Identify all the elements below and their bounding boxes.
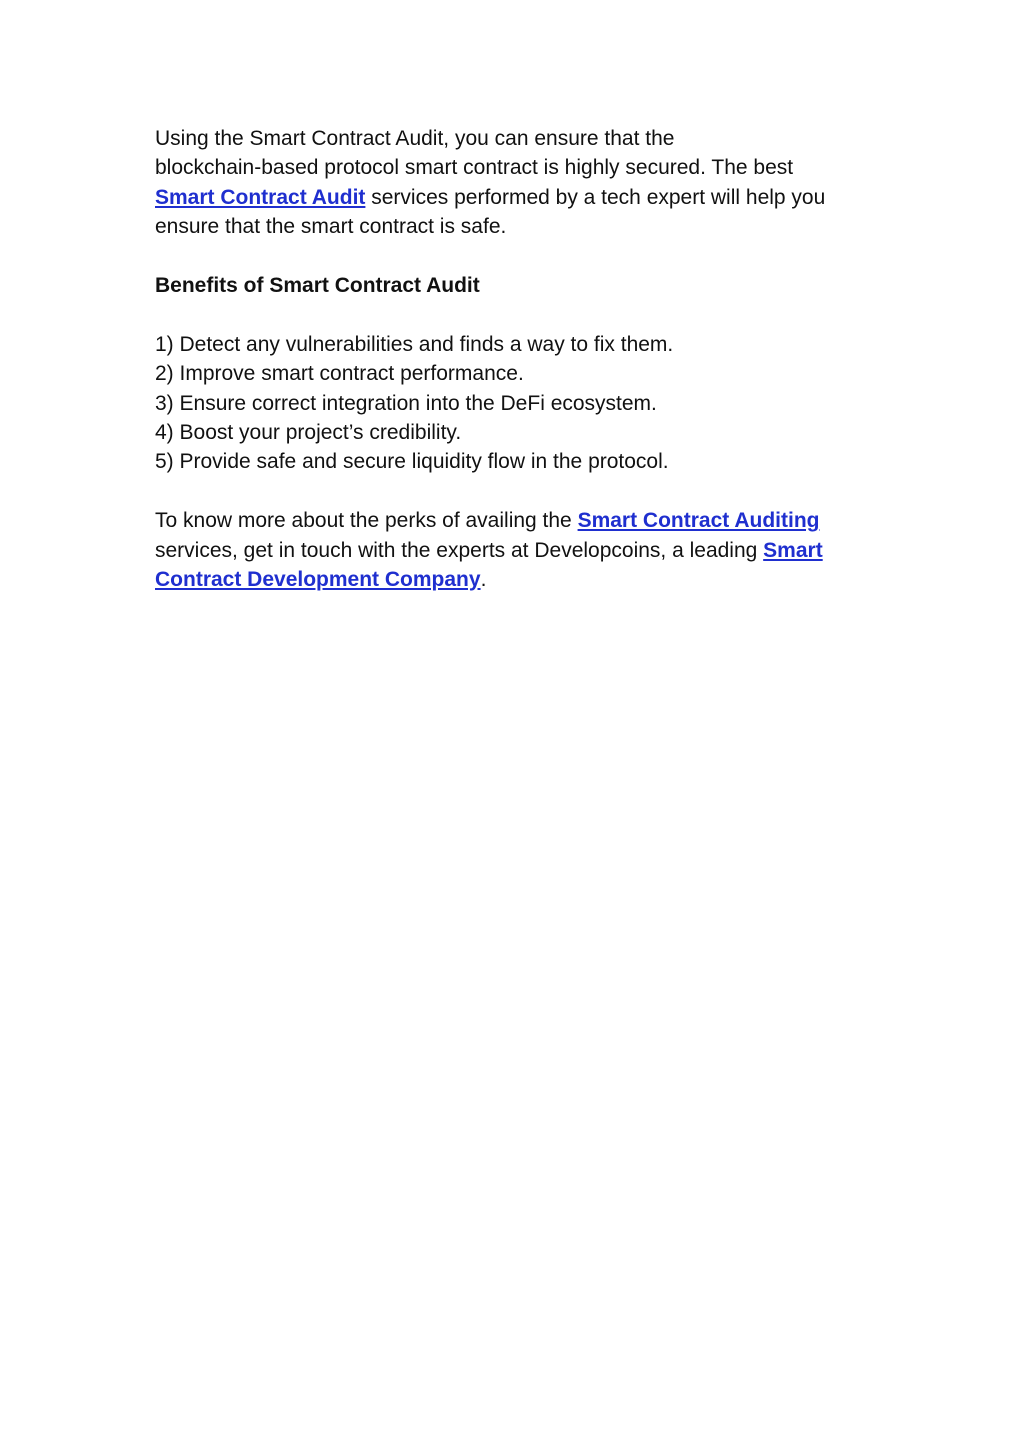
intro-line-1: Using the Smart Contract Audit, you can ensure that the [155,127,675,150]
closing-line-1-text: To know more about the perks of availing the [155,509,578,533]
document-content [155,124,870,594]
intro-line-3-text: services performed by a tech expert will help you [365,185,826,209]
closing-period: . [480,568,487,592]
benefits-list [155,330,870,477]
closing-paragraph [155,506,870,594]
smart-contract-auditing-link[interactable]: Smart Contract Auditing [577,509,820,533]
intro-line-3 [155,183,870,212]
smart-contract-audit-link[interactable]: Smart Contract Audit [155,185,366,209]
spacer [155,300,870,329]
benefits-heading: Benefits of Smart Contract Audit [155,274,480,298]
closing-line-2-text: services, get in touch with the experts at Developcoins, a leading [155,538,764,562]
spacer [155,242,870,271]
closing-line-2 [155,536,870,565]
smart-contract-development-company-link-part2[interactable]: Contract Development Company [155,568,481,592]
closing-line-1 [155,506,870,535]
smart-contract-development-company-link-part1[interactable]: Smart [763,538,823,562]
benefit-item: 4) Boost your project’s credibility. [155,421,462,445]
benefit-item: 1) Detect any vulnerabilities and finds a way to fix them. [155,332,674,356]
intro-paragraph [155,124,870,242]
intro-line-2: blockchain-based protocol smart contract is highly secured. The best [155,156,794,180]
intro-line-4: ensure that the smart contract is safe. [155,215,507,239]
benefit-item: 5) Provide safe and secure liquidity flow in the protocol. [155,450,669,474]
benefit-item: 2) Improve smart contract performance. [155,362,524,386]
benefit-item: 3) Ensure correct integration into the DeFi ecosystem. [155,391,657,415]
spacer [155,477,870,506]
closing-line-3 [155,565,870,594]
